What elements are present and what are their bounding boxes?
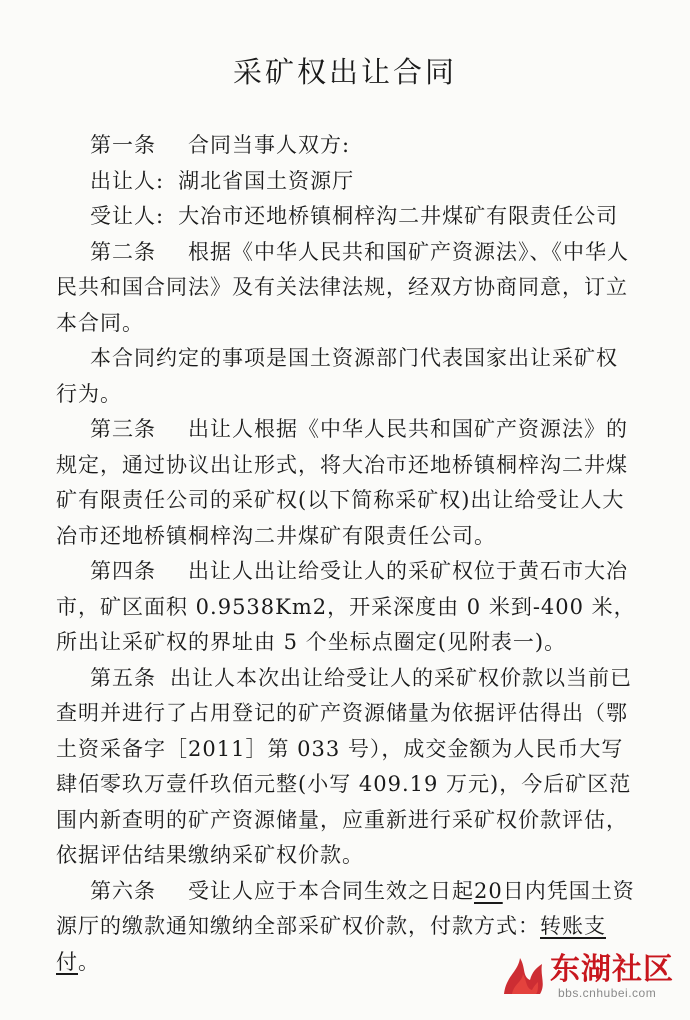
site-watermark	[496, 942, 676, 1012]
document-title: 采矿权出让合同	[232, 55, 457, 89]
transferor-name: 湖北省国土资源厅	[178, 168, 355, 193]
clause-4	[56, 554, 636, 661]
contract-body	[56, 128, 636, 980]
clause-6-head: 第六条	[90, 878, 156, 903]
clause-3	[56, 412, 636, 554]
scope-paragraph: 本合同约定的事项是国土资源部门代表国家出让采矿权行为。	[56, 346, 618, 406]
clause-6-text-before: 受让人应于本合同生效之日起	[188, 878, 474, 903]
transferor-label: 出让人:	[90, 168, 165, 193]
clause-2-head: 第二条	[90, 239, 156, 264]
payment-method: 转账支付	[56, 914, 606, 974]
clause-2	[56, 235, 636, 342]
clause-3-head: 第三条	[90, 417, 156, 441]
clause-4-head: 第四条	[90, 559, 156, 583]
clause-5-head: 第五条	[90, 665, 156, 690]
payment-days: 20	[474, 878, 503, 903]
watermark-url: bbs.cnhubei.com	[558, 986, 657, 1000]
clause-3-text: 出让人根据《中华人民共和国矿产资源法》的规定，通过协议出让形式，将大冶市还地桥镇桐梓沟二井煤矿有限责任公司的采矿权(以下简称采矿权)出让给受让人大冶市还地桥镇桐梓沟二井煤矿有限责任公司。	[56, 417, 628, 548]
clause-5-text: 出让人本次出让给受让人的采矿权价款以当前已查明并进行了占用登记的矿产资源储量为依据评估得出（鄂土资采备字［2011］第 033 号），成交金额为人民币大写肆佰零玖万壹仟玖佰元整(小写 409.19 万元)，今后矿区范围内新查明的矿产资源储量，应重新进行采矿权价款评估，依据评估结果缴纳采矿权价款。	[56, 665, 632, 867]
transferee-name: 大冶市还地桥镇桐梓沟二井煤矿有限责任公司	[178, 204, 619, 228]
watermark-site-name: 东湖社区	[550, 952, 674, 987]
clause-1	[56, 128, 636, 164]
clause-5	[56, 661, 636, 874]
transferee-label: 受让人:	[90, 204, 165, 228]
transferor-line	[56, 164, 636, 200]
clause-1-text: 合同当事人双方:	[188, 133, 351, 157]
clause-2-text: 根据《中华人民共和国矿产资源法》、《中华人民共和国合同法》及有关法律法规，经双方协商同意，订立本合同。	[56, 239, 629, 335]
clause-1-head: 第一条	[90, 133, 156, 157]
transferee-line	[56, 199, 636, 235]
clause-6-text-end: 。	[78, 949, 100, 974]
flame-logo-icon	[496, 946, 550, 1000]
clause-4-text: 出让人出让给受让人的采矿权位于黄石市大冶市，矿区面积 0.9538Km2，开采深度由 0 米到-400 米，所出让采矿权的界址由 5 个坐标点圈定(见附表一)。	[56, 559, 636, 654]
clause-6-text-middle: 日内凭国土资源厅的缴款通知缴纳全部采矿权价款，付款方式：	[56, 878, 635, 938]
